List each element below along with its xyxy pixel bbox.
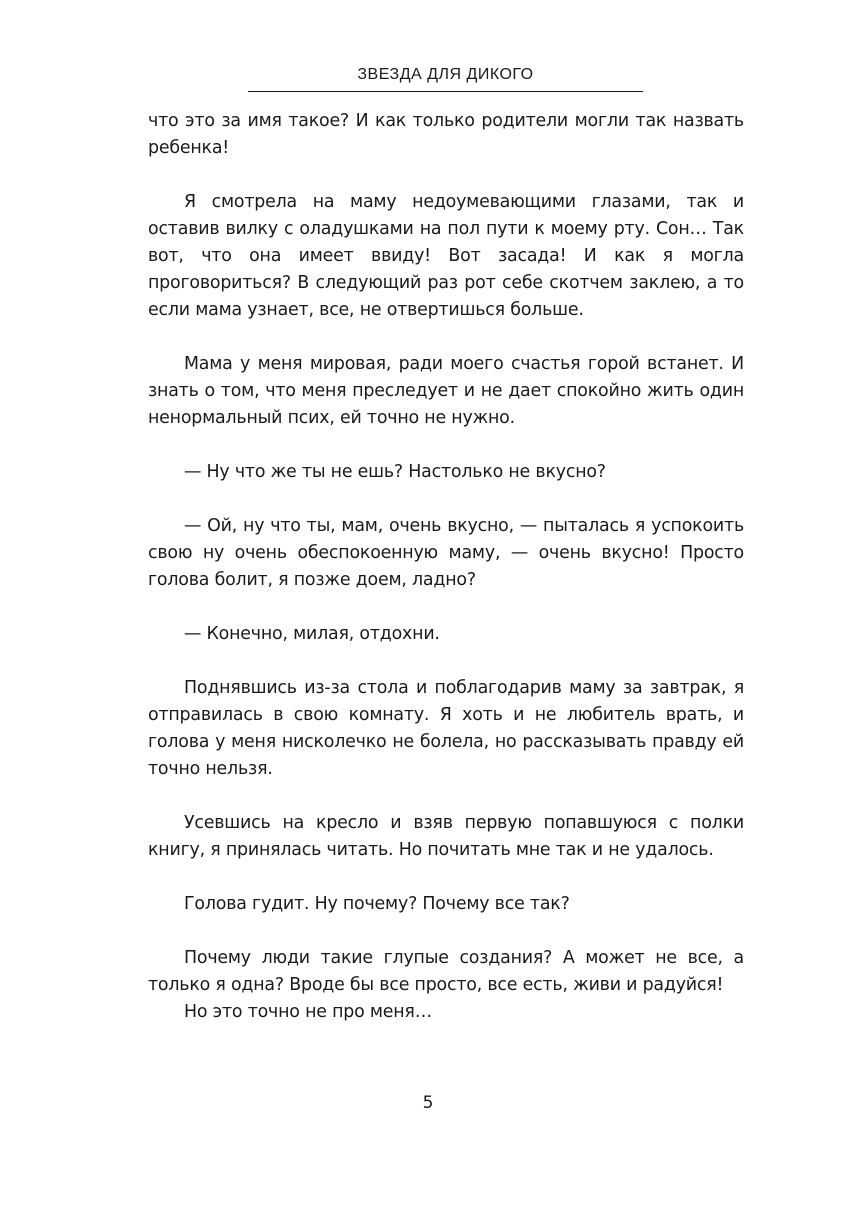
paragraph: Мама у меня мировая, ради моего счастья горой встанет. И знать о том, что меня преследует и не дает спокойно жить один ненормальный псих, ей точно не нужно. [148, 354, 744, 428]
dialogue-line: — Ну что же ты не ешь? Настолько не вкусно? [184, 462, 606, 482]
dialogue-line: — Ой, ну что ты, мам, очень вкусно, — пыталась я успокоить свою ну очень обеспокоенную маму, — очень вкусно! Просто голова болит, я позже доем, ладно? [148, 516, 744, 590]
paragraph: Почему люди такие глупые создания? А может не все, а только я одна? Вроде бы все просто, все есть, живи и радуйся! [148, 948, 744, 995]
paragraph: Голова гудит. Ну почему? Почему все так? [184, 894, 570, 914]
header-rule [248, 91, 643, 92]
page-number: 5 [422, 1093, 434, 1113]
running-header: ЗВЕЗДА ДЛЯ ДИКОГО [357, 66, 534, 83]
paragraph: Усевшись на кресло и взяв первую попавшуюся с полки книгу, я принялась читать. Но почитать мне так и не удалось. [148, 813, 744, 860]
paragraph: что это за имя такое? И как только родители могли так назвать ребенка! [148, 111, 744, 158]
paragraph: Поднявшись из-за стола и поблагодарив маму за завтрак, я отправилась в свою комнату. Я хоть и не любитель врать, и голова у меня нисколечко не болела, но рассказывать правду ей точно нельзя. [148, 678, 744, 779]
body-text [148, 108, 744, 1026]
dialogue-line: — Конечно, милая, отдохни. [184, 624, 440, 644]
paragraph: Но это точно не про меня… [184, 1002, 432, 1022]
paragraph: Я смотрела на маму недоумевающими глазами, так и оставив вилку с оладушками на пол пути к моему рту. Сон… Так вот, что она имеет ввиду! Вот засада! И как я могла проговориться? В следующий раз рот себе скотчем заклею, а то если мама узнает, все, не отвертишься больше. [148, 192, 744, 320]
